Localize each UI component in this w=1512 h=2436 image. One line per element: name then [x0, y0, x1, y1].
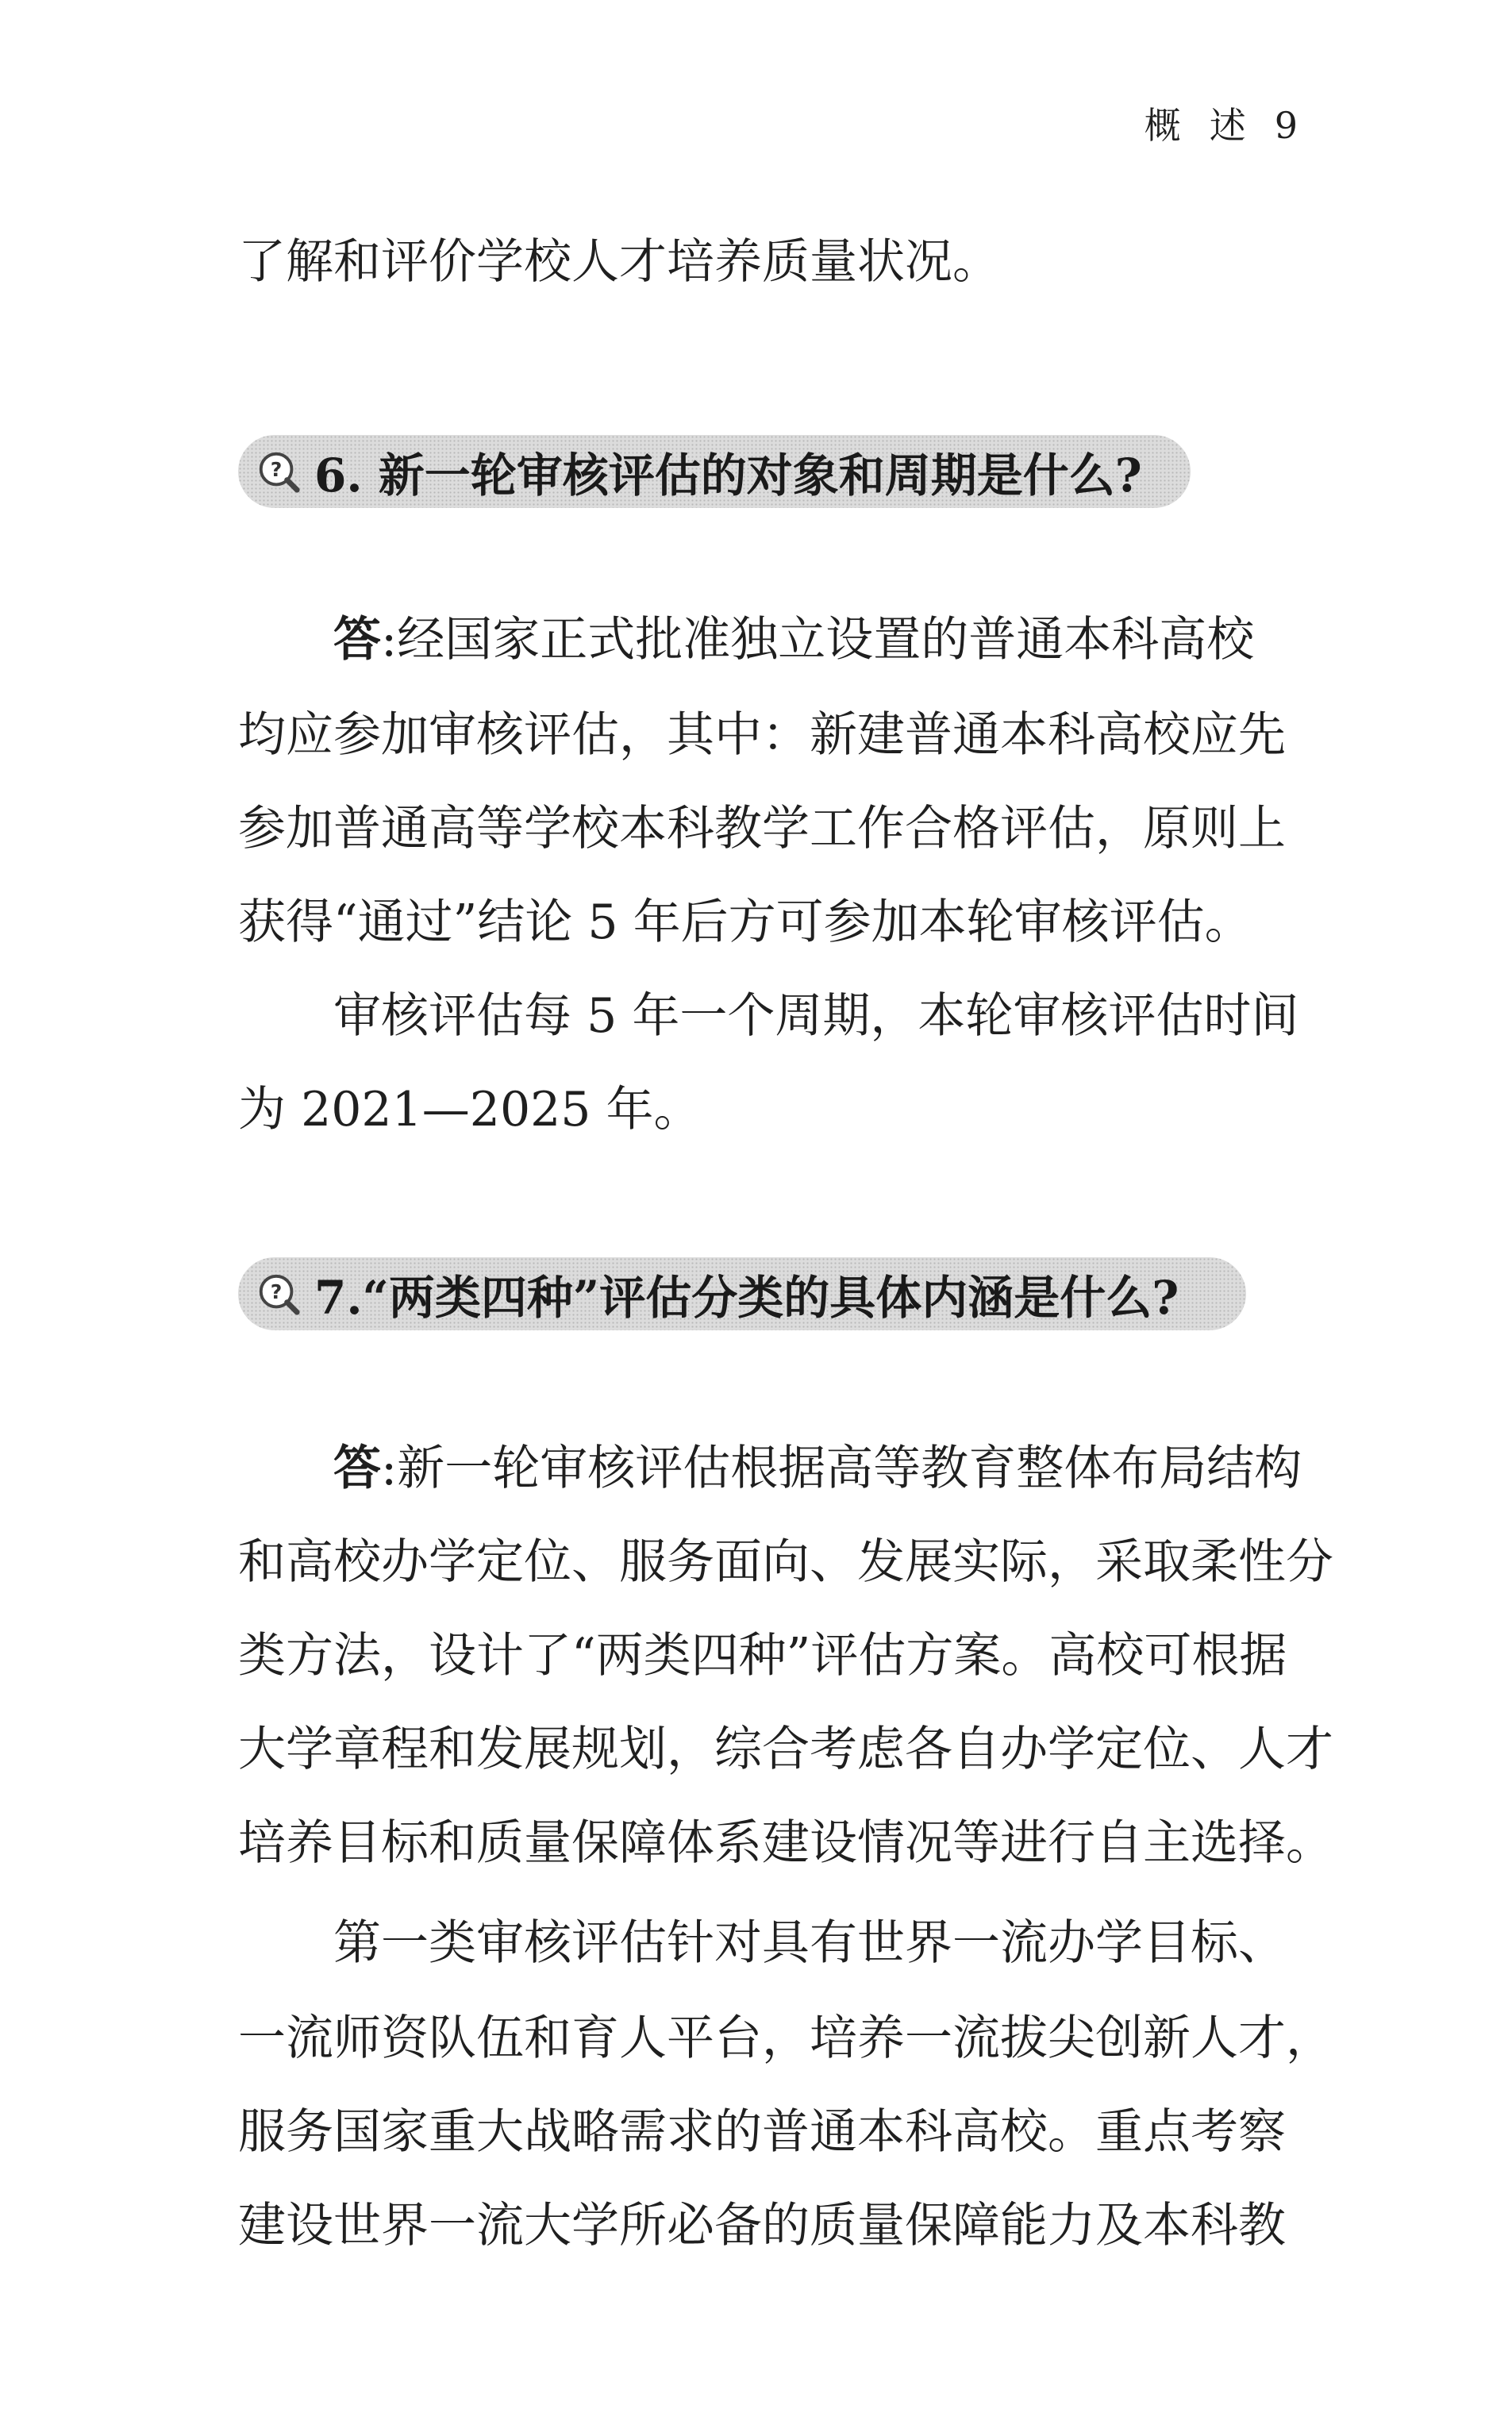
question-6-title: 6. 新一轮审核评估的对象和周期是什么?	[314, 448, 1142, 502]
answer-mark: 答	[333, 612, 381, 668]
answer-7-line-1	[333, 1441, 1302, 1496]
question-6-banner	[238, 435, 1191, 508]
answer-6-line-5: 审核评估每 5 年一个周期，本轮审核评估时间	[333, 988, 1299, 1044]
chapter-title-char: 概	[1144, 104, 1183, 147]
answer-6-line-6: 为 2021—2025 年。	[238, 1082, 702, 1137]
question-7-banner	[238, 1257, 1246, 1330]
answer-7-line-8: 服务国家重大战略需求的普通本科高校。重点考察	[238, 2104, 1286, 2160]
answer-mark: 答	[333, 1441, 381, 1496]
intro-line: 了解和评价学校人才培养质量状况。	[238, 234, 1000, 290]
chapter-title-char: 述	[1209, 104, 1248, 147]
answer-7-line-2: 和高校办学定位、服务面向、发展实际，采取柔性分	[238, 1534, 1333, 1590]
answer-7-line-6: 第一类审核评估针对具有世界一流办学目标、	[333, 1915, 1286, 1971]
answer-6-line-3: 参加普通高等学校本科教学工作合格评估，原则上	[238, 801, 1286, 856]
question-7-title: 7.“两类四种”评估分类的具体内涵是什么?	[314, 1271, 1179, 1325]
answer-6-line-4: 获得“通过”结论 5 年后方可参加本轮审核评估。	[238, 895, 1252, 950]
svg-text:?: ?	[270, 1280, 283, 1303]
answer-text: 新一轮审核评估根据高等教育整体布局结构	[397, 1441, 1302, 1496]
answer-6-line-2: 均应参加审核评估，其中：新建普通本科高校应先	[238, 707, 1286, 763]
answer-7-line-5: 培养目标和质量保障体系建设情况等进行自主选择。	[238, 1815, 1333, 1871]
answer-7-line-9: 建设世界一流大学所必备的质量保障能力及本科教	[238, 2198, 1286, 2253]
answer-separator: :	[381, 1441, 398, 1496]
svg-text:?: ?	[270, 457, 283, 481]
page-number: 9	[1274, 104, 1299, 147]
answer-6-line-1	[333, 612, 1255, 668]
answer-text: 经国家正式批准独立设置的普通本科高校	[397, 612, 1255, 668]
answer-7-line-3: 类方法，设计了“两类四种”评估方案。高校可根据	[238, 1628, 1287, 1684]
question-magnifier-icon	[256, 448, 302, 495]
question-magnifier-icon	[256, 1271, 302, 1317]
answer-separator: :	[381, 612, 398, 668]
running-header	[1145, 97, 1299, 149]
answer-7-line-7: 一流师资队伍和育人平台，培养一流拔尖创新人才，	[238, 2011, 1333, 2066]
answer-7-line-4: 大学章程和发展规划，综合考虑各自办学定位、人才	[238, 1722, 1333, 1777]
